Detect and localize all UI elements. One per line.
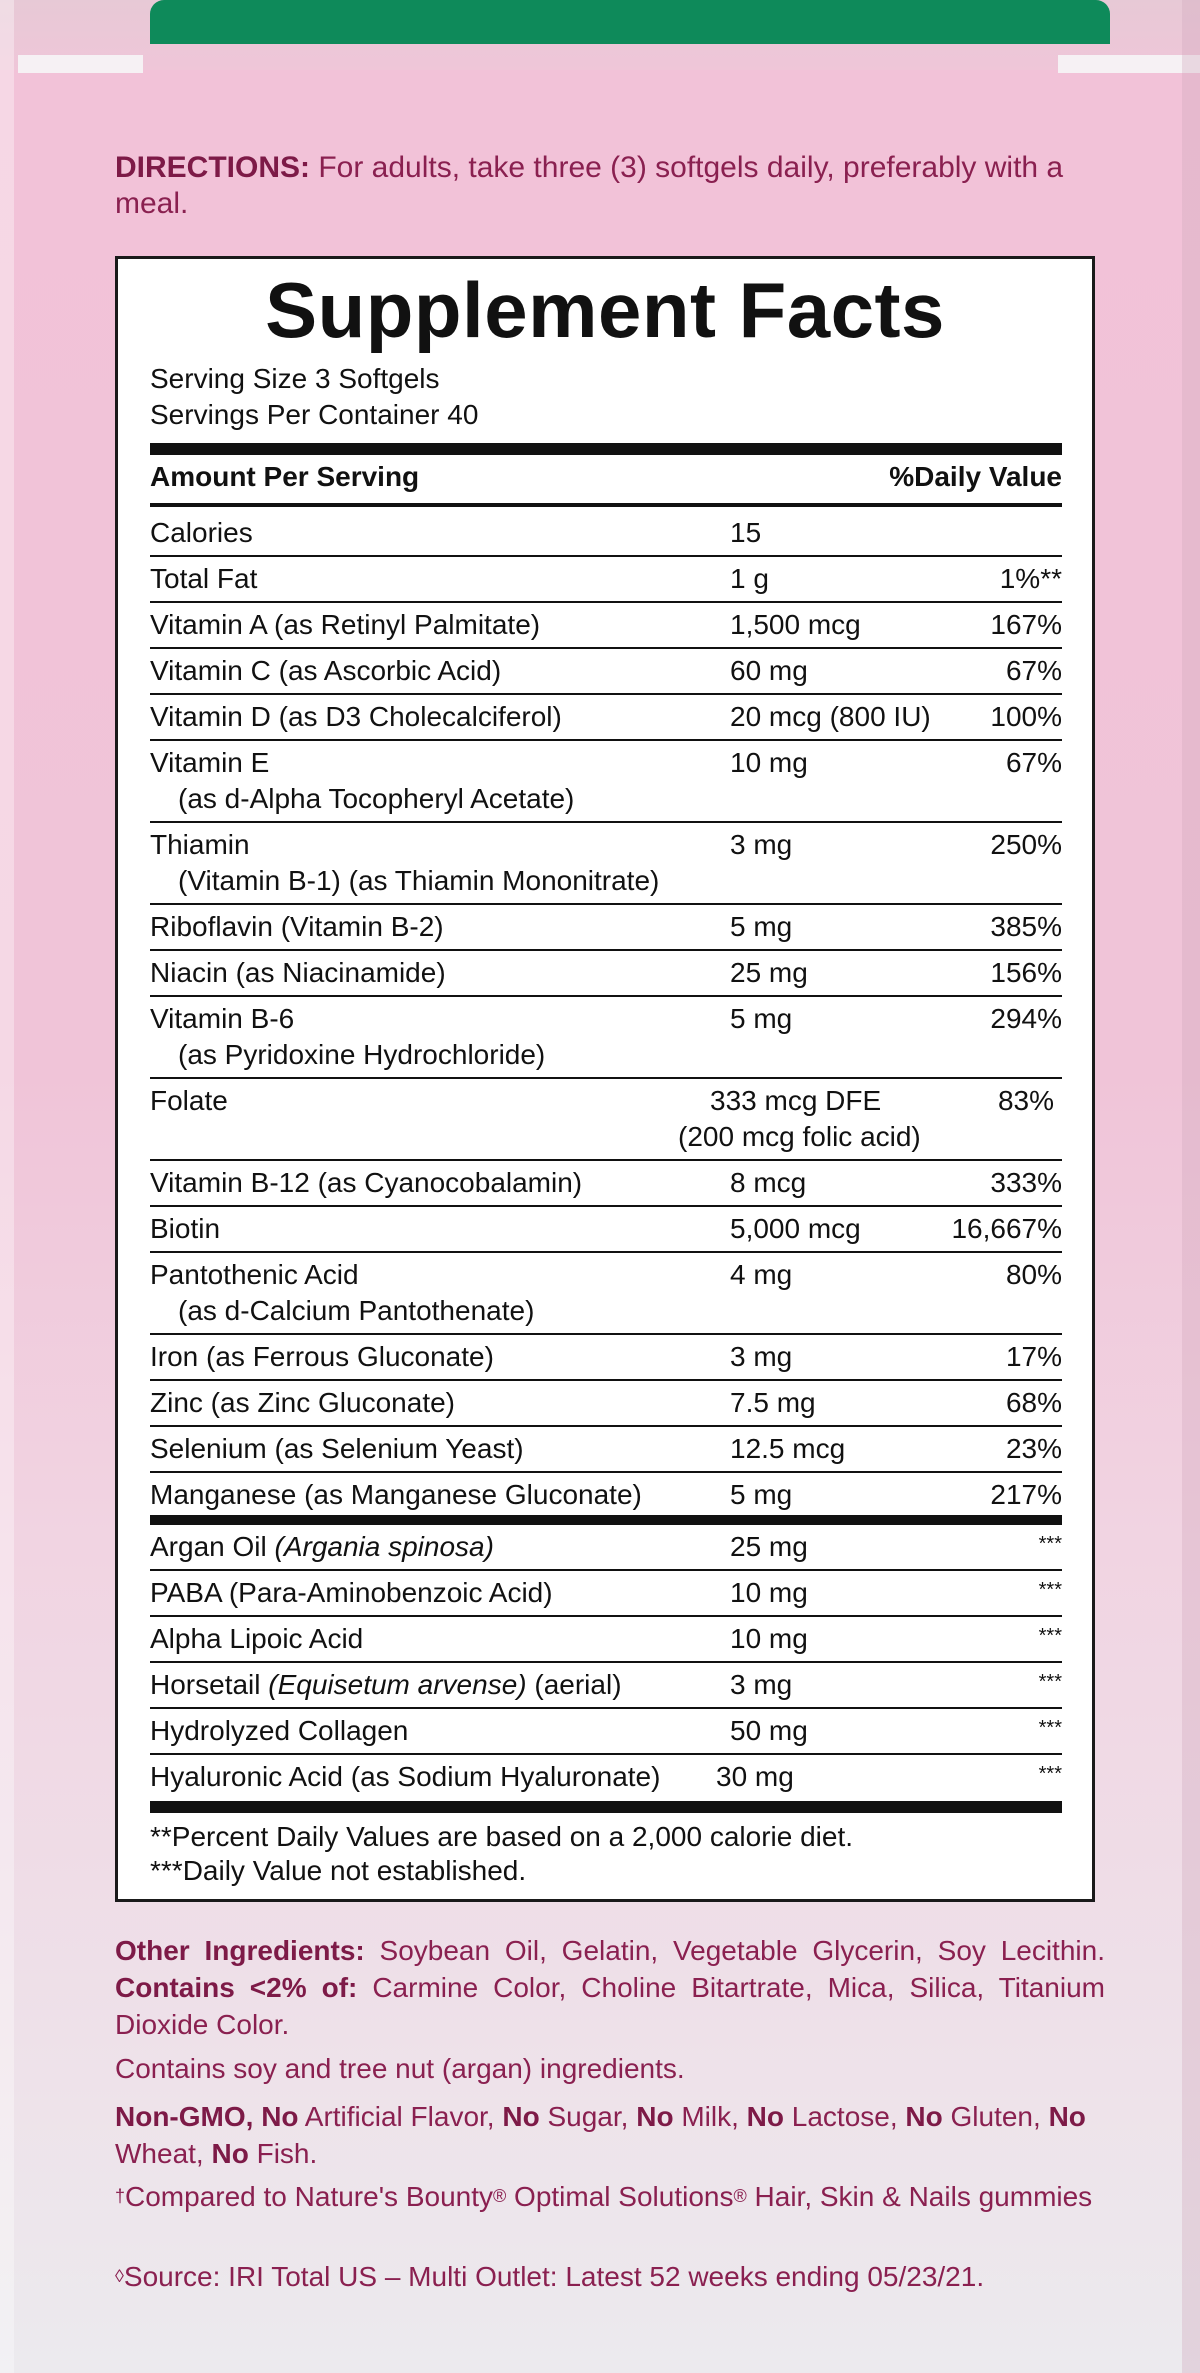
box-top-flap	[0, 0, 1200, 70]
ingredient-name	[150, 1577, 553, 1609]
flap-notch-right	[1058, 55, 1200, 73]
claim-bold: Non-GMO, No	[115, 2101, 299, 2132]
row-divider	[150, 1077, 1062, 1079]
claim-bold: No	[746, 2101, 784, 2132]
bottom-thick-divider	[150, 1801, 1062, 1813]
nutrient-daily-value: 68%	[1005, 1387, 1062, 1418]
comparison-note	[115, 2178, 1105, 2215]
nutrient-name: Vitamin E	[150, 747, 270, 778]
row-divider	[150, 1333, 1062, 1335]
nutrient-name: Selenium (as Selenium Yeast)	[150, 1433, 524, 1464]
nutrient-amount: 4 mg	[730, 1259, 793, 1290]
box-edge-right	[1182, 0, 1200, 2373]
facts-title: Supplement Facts	[265, 266, 945, 354]
ingredient-latin-name: (Argania spinosa)	[274, 1531, 494, 1562]
nutrient-daily-value: 80%	[1005, 1259, 1062, 1290]
serving-size: Serving Size 3 Softgels	[150, 363, 440, 394]
nutrient-name: Biotin	[150, 1213, 221, 1244]
row-divider	[150, 1205, 1062, 1207]
nutrient-amount: 15	[730, 517, 762, 548]
nutrient-name: Zinc (as Zinc Gluconate)	[150, 1387, 455, 1418]
ingredient-name-text: Hyaluronic Acid (as Sodium Hyaluronate)	[150, 1761, 661, 1792]
ingredient-daily-value: ***	[1038, 1579, 1062, 1601]
nutrient-amount: 25 mg	[730, 957, 808, 988]
ingredient-name-text: Horsetail	[150, 1669, 269, 1700]
nutrient-name: Niacin (as Niacinamide)	[150, 957, 446, 988]
nutrient-name: Vitamin A (as Retinyl Palmitate)	[150, 609, 541, 640]
row-divider	[150, 1615, 1062, 1617]
row-divider	[150, 601, 1062, 603]
nutrient-daily-value: 17%	[1005, 1341, 1062, 1372]
row-divider	[150, 1707, 1062, 1709]
footnote-dv-not-established: ***Daily Value not established.	[150, 1855, 527, 1886]
nutrient-name: Riboflavin (Vitamin B-2)	[150, 911, 444, 942]
flap-notch-left	[18, 55, 143, 73]
registered-mark: ®	[493, 2186, 507, 2206]
nutrient-amount: 1,500 mcg	[730, 609, 861, 640]
row-divider	[150, 1379, 1062, 1381]
nutrient-amount: 5 mg	[730, 911, 793, 942]
nutrient-form: (as d-Calcium Pantothenate)	[178, 1295, 535, 1326]
nutrient-amount: 12.5 mcg	[730, 1433, 846, 1464]
other-ingredients-text: Soybean Oil, Gelatin, Vegetable Glycerin, Soy Lecithin.	[364, 1935, 1105, 1966]
ingredient-name-text: Argan Oil	[150, 1531, 275, 1562]
ingredient-part: (aerial)	[526, 1669, 622, 1700]
claim-text: Lactose,	[783, 2101, 906, 2132]
nutrient-daily-value: 83%	[997, 1085, 1054, 1116]
thick-divider	[150, 443, 1062, 455]
free-from-claims	[115, 2098, 1105, 2172]
ingredient-latin-name: (Equisetum arvense)	[268, 1669, 527, 1700]
row-divider	[150, 821, 1062, 823]
ingredient-amount: 10 mg	[730, 1623, 808, 1654]
ingredient-daily-value: ***	[1038, 1717, 1062, 1739]
allergen-statement: Contains soy and tree nut (argan) ingredients.	[115, 2053, 685, 2084]
nutrient-name: Thiamin	[150, 829, 250, 860]
ingredient-amount: 10 mg	[730, 1577, 808, 1608]
ingredient-name	[150, 1531, 494, 1563]
header-divider	[150, 503, 1062, 507]
claim-text: Milk,	[673, 2101, 747, 2132]
registered-mark-2: ®	[733, 2186, 747, 2206]
ingredient-name	[150, 1669, 622, 1701]
nutrient-amount: 333 mcg DFE	[710, 1085, 882, 1116]
nutrient-daily-value: 217%	[990, 1479, 1062, 1510]
claim-bold: No	[636, 2101, 674, 2132]
row-divider	[150, 949, 1062, 951]
ingredient-amount: 3 mg	[730, 1669, 793, 1700]
ingredient-name-text: Hydrolyzed Collagen	[150, 1715, 409, 1746]
nutrient-amount-detail: (200 mcg folic acid)	[678, 1121, 921, 1152]
supplement-facts-panel	[115, 256, 1095, 1902]
header-amount: Amount Per Serving	[150, 461, 420, 492]
other-ingredients-label: Other Ingredients:	[115, 1935, 365, 1966]
claim-bold: No	[502, 2101, 540, 2132]
directions-text	[115, 150, 1105, 222]
ingredient-daily-value: ***	[1038, 1533, 1062, 1555]
dagger-mark: †	[115, 2186, 126, 2206]
ingredient-daily-value: ***	[1038, 1625, 1062, 1647]
nutrient-daily-value: 156%	[990, 957, 1062, 988]
nutrient-amount: 10 mg	[730, 747, 808, 778]
nutrient-daily-value: 23%	[1005, 1433, 1062, 1464]
ingredient-name	[150, 1761, 660, 1793]
nutrient-amount: 8 mcg	[730, 1167, 807, 1198]
nutrient-amount: 20 mcg (800 IU)	[730, 701, 931, 732]
nutrient-amount: 3 mg	[730, 829, 793, 860]
nutrient-form: (as Pyridoxine Hydrochloride)	[178, 1039, 546, 1070]
claim-bold: No	[905, 2101, 943, 2132]
nutrient-name: Manganese (as Manganese Gluconate)	[150, 1479, 642, 1510]
claim-text: Artificial Flavor,	[298, 2101, 503, 2132]
nutrient-daily-value: 167%	[990, 609, 1062, 640]
nutrient-name: Calories	[150, 517, 253, 548]
row-divider	[150, 739, 1062, 741]
box-edge-left	[0, 0, 14, 2373]
servings-per-container: Servings Per Container 40	[150, 399, 479, 430]
ingredient-daily-value: ***	[1038, 1763, 1062, 1785]
contains-label: Contains <2% of:	[115, 1972, 358, 2003]
row-divider	[150, 693, 1062, 695]
comparison-text-2: Optimal Solutions	[506, 2181, 734, 2212]
nutrient-name: Vitamin D (as D3 Cholecalciferol)	[150, 701, 562, 732]
nutrient-daily-value: 16,667%	[951, 1213, 1062, 1244]
nutrient-daily-value: 294%	[990, 1003, 1062, 1034]
claim-text: Wheat,	[115, 2138, 212, 2169]
row-divider	[150, 1753, 1062, 1755]
nutrient-name: Vitamin B-6	[150, 1003, 295, 1034]
nutrient-daily-value: 250%	[990, 829, 1062, 860]
diamond-mark: ◊	[115, 2266, 124, 2286]
claim-bold: No	[1048, 2101, 1086, 2132]
section-thick-divider	[150, 1515, 1062, 1525]
comparison-text-3: Hair, Skin & Nails gummies	[746, 2181, 1093, 2212]
ingredient-amount: 50 mg	[730, 1715, 808, 1746]
other-ingredients	[115, 1932, 1105, 2043]
brand-band	[150, 0, 1110, 44]
nutrient-amount: 3 mg	[730, 1341, 793, 1372]
contains-text: Carmine Color, Choline Bitartrate, Mica, Silica, Titanium Dioxide Color.	[115, 1972, 1105, 2040]
nutrient-amount: 5 mg	[730, 1479, 793, 1510]
ingredient-name-text: PABA (Para-Aminobenzoic Acid)	[150, 1577, 553, 1608]
ingredient-amount: 25 mg	[730, 1531, 808, 1562]
ingredient-name	[150, 1623, 363, 1655]
claim-text: Sugar,	[539, 2101, 637, 2132]
nutrient-form: (Vitamin B-1) (as Thiamin Mononitrate)	[178, 865, 660, 896]
nutrient-daily-value: 385%	[990, 911, 1062, 942]
row-divider	[150, 647, 1062, 649]
nutrient-daily-value: 1%**	[999, 563, 1062, 594]
nutrient-daily-value: 100%	[990, 701, 1062, 732]
comparison-text-1: Compared to Nature's Bounty	[125, 2181, 493, 2212]
nutrient-daily-value: 67%	[1005, 655, 1062, 686]
header-daily-value: %Daily Value	[889, 461, 1062, 492]
directions-body: For adults, take three (3) softgels daily, preferably with a meal.	[115, 151, 1064, 220]
nutrient-amount: 1 g	[730, 563, 769, 594]
claim-text: Gluten,	[942, 2101, 1049, 2132]
ingredient-amount: 30 mg	[716, 1761, 794, 1792]
row-divider	[150, 1471, 1062, 1473]
nutrient-name: Folate	[150, 1085, 228, 1116]
claim-text: Fish.	[248, 2138, 318, 2169]
nutrient-daily-value: 333%	[990, 1167, 1062, 1198]
ingredient-daily-value: ***	[1038, 1671, 1062, 1693]
nutrient-name: Vitamin B-12 (as Cyanocobalamin)	[150, 1167, 583, 1198]
footnote-percent-dv: **Percent Daily Values are based on a 2,000 calorie diet.	[150, 1821, 854, 1852]
nutrient-name: Vitamin C (as Ascorbic Acid)	[150, 655, 502, 686]
source-text: Source: IRI Total US – Multi Outlet: Latest 52 weeks ending 05/23/21.	[123, 2261, 985, 2292]
nutrient-name: Pantothenic Acid	[150, 1259, 359, 1290]
nutrient-amount: 5 mg	[730, 1003, 793, 1034]
row-divider	[150, 1661, 1062, 1663]
nutrient-form: (as d-Alpha Tocopheryl Acetate)	[178, 783, 575, 814]
row-divider	[150, 555, 1062, 557]
row-divider	[150, 1569, 1062, 1571]
row-divider	[150, 995, 1062, 997]
directions-label: DIRECTIONS:	[115, 151, 310, 184]
row-divider	[150, 1425, 1062, 1427]
row-divider	[150, 1251, 1062, 1253]
source-note	[115, 2258, 1105, 2295]
ingredient-name	[150, 1715, 408, 1747]
nutrient-daily-value: 67%	[1005, 747, 1062, 778]
claim-bold: No	[211, 2138, 249, 2169]
nutrient-amount: 60 mg	[730, 655, 808, 686]
row-divider	[150, 1159, 1062, 1161]
row-divider	[150, 903, 1062, 905]
nutrient-name: Iron (as Ferrous Gluconate)	[150, 1341, 494, 1372]
ingredient-name-text: Alpha Lipoic Acid	[150, 1623, 364, 1654]
nutrient-amount: 7.5 mg	[730, 1387, 816, 1418]
nutrient-amount: 5,000 mcg	[730, 1213, 861, 1244]
nutrient-name: Total Fat	[150, 563, 258, 594]
